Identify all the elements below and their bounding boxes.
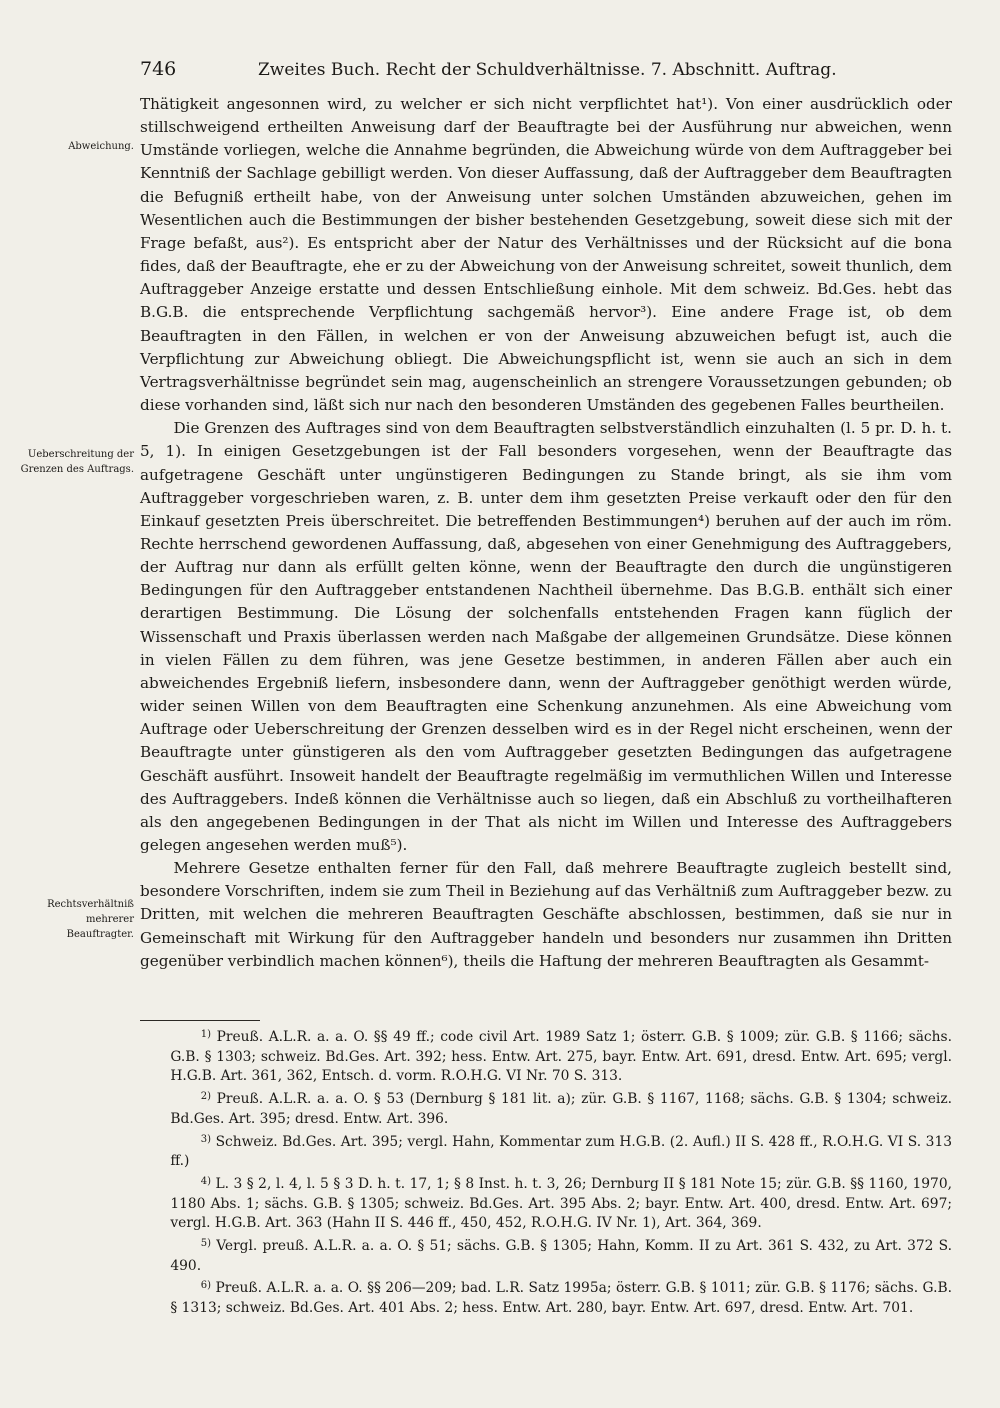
footnote [140, 1087, 952, 1129]
footnote-marker: 3) [200, 1133, 211, 1145]
footnote [140, 1276, 952, 1318]
footnote [140, 1130, 952, 1172]
paragraph: Thätigkeit angesonnen wird, zu welcher er sich nicht verpflichtet hat¹). Von einer ausdrücklich oder stillschweigend ertheilten Anweisung darf der Beauftragte bei der Ausführung nur abweichen, wenn Umstände vorliegen, welche die Annahme begründen, die Abweichung würde von dem Auftraggeber bei Kenntniß der Sachlage gebilligt werden. Von dieser Auffassung, daß der Auftraggeber dem Beauftragten die Befugniß ertheilt habe, von der Anweisung unter solchen Umständen abzuweichen, gehen im Wesentlichen auch die Bestimmungen der bisher bestehenden Gesetzgebung, soweit diese sich mit der Frage befaßt, aus²). Es entspricht aber der Natur des Verhältnisses und der Rücksicht auf die bona fides, daß der Beauftragte, ehe er zu der Abweichung von der Anweisung schreitet, soweit thunlich, dem Auftraggeber Anzeige erstatte und dessen Entschließung einhole. Mit dem schweiz. Bd.Ges. hebt das B.G.B. die entsprechende Verpflichtung sachgemäß hervor³). Eine andere Frage ist, ob dem Beauftragten in den Fällen, in welchen er von der Anweisung abzuweichen befugt ist, auch die Verpflichtung zur Abweichung obliegt. Die Abweichungspflicht ist, wenn sie auch an sich in dem Vertragsverhältnisse begründet sein mag, augenscheinlich an strengere Voraussetzungen gebunden; ob diese vorhanden sind, läßt sich nur nach den besonderen Umständen des gegebenen Falles beurtheilen. [140, 95, 952, 415]
margin-note-ueberschreitung: Ueberschreitung der Grenzen des Auftrags. [20, 449, 134, 475]
footnote [140, 1234, 952, 1276]
footnote-marker: 1) [200, 1029, 211, 1040]
footnote-marker: 5) [200, 1238, 211, 1250]
page-header [140, 58, 840, 86]
footnote-text: Preuß. A.L.R. a. a. O. § 53 (Dernburg § 181 lit. a); zür. G.B. § 1167, 1168; sächs. G.B. § 1304; schweiz. Bd.Ges. Art. 395; dresd. Entw. Art. 396. [170, 1091, 952, 1127]
paragraph: Mehrere Gesetze enthalten ferner für den Fall, daß mehrere Beauftragte zugleich bestellt sind, besondere Vorschriften, indem sie zum Theil in Beziehung auf das Verhältniß zum Auftraggeber bezw. zu Dritten, mit welchen die mehreren Beauftragten Geschäfte abschlossen, bestimmen, daß sie nur in Gemeinschaft mit Wirkung für den Auftraggeber handeln und besonders nur zusammen ihn Dritten gegenüber verbindlich machen können⁶), theils die Haftung der mehreren Beauftragten als Gesammt- [140, 859, 952, 970]
page-number: 746 [140, 58, 177, 80]
footnote [140, 1025, 952, 1087]
footnote-text: Vergl. preuß. A.L.R. a. a. O. § 51; sächs. G.B. § 1305; Hahn, Komm. II zu Art. 361 S. 432, zu Art. 372 S. 490. [170, 1238, 952, 1274]
footnote [140, 1172, 952, 1234]
footnote-text: Preuß. A.L.R. a. a. O. §§ 206—209; bad. L.R. Satz 1995a; österr. G.B. § 1011; zür. G.B. § 1176; sächs. G.B. § 1313; schweiz. Bd.Ges. Art. 401 Abs. 2; hess. Entw. Art. 280, bayr. Entw. Art. 697, dresd. Entw. Art. 701. [170, 1280, 952, 1317]
footnote-text: Preuß. A.L.R. a. a. O. §§ 49 ff.; code civil Art. 1989 Satz 1; österr. G.B. § 1009; zür. G.B. § 1166; sächs. G.B. § 1303; schweiz. Bd.Ges. Art. 392; hess. Entw. Art. 275, bayr. Entw. Art. 691, dresd. Entw. Art. 695; vergl. H.G.B. Art. 361, 362, Entsch. d. vorm. R.O.H.G. VI Nr. 70 S. 313. [170, 1029, 952, 1085]
footnote-marker: 2) [200, 1091, 211, 1103]
footnote-marker: 6) [200, 1280, 211, 1292]
paragraph: Die Grenzen des Auftrages sind von dem Beauftragten selbstverständlich einzuhalten (l. 5 pr. D. h. t. 5, 1). In einigen Gesetzgebungen ist der Fall besonders vorgesehen, wenn der Beauftragte das aufgetragene Geschäft unter ungünstigeren Bedingungen zu Stande bringt, als sie ihm vom Auftraggeber vorgeschrieben waren, z. B. unter dem ihm gesetzten Preise verkauft oder den für den Einkauf gesetzten Preis überschreitet. Die betreffenden Bestimmungen⁴) beruhen auf der auch im röm. Rechte herrschend gewordenen Auffassung, daß, abgesehen von einer Genehmigung des Auftraggebers, der Auftrag nur dann als erfüllt gelten könne, wenn der Beauftragte den durch die ungünstigeren Bedingungen für den Auftraggeber entstandenen Nachtheil übernehme. Das B.G.B. enthält sich einer derartigen Bestimmung. Die Lösung der solchenfalls entstehenden Fragen kann füglich der Wissenschaft und Praxis überlassen werden nach Maßgabe der allgemeinen Grundsätze. Diese können in vielen Fällen zu dem führen, was jene Gesetze bestimmen, in anderen Fällen aber auch ein abweichendes Ergebniß liefern, insbesondere dann, wenn der Auftraggeber genöthigt werden würde, wider seinen Willen von dem Beauftragten eine Schenkung anzunehmen. Als eine Abweichung vom Auftrage oder Ueberschreitung der Grenzen desselben wird es in der Regel nicht erscheinen, wenn der Beauftragte unter günstigeren als den vom Auftraggeber gesetzten Bedingungen das aufgetragene Geschäft ausführt. Insoweit handelt der Beauftragte regelmäßig im vermuthlichen Willen und Interesse des Auftraggebers. Indeß können die Verhältnisse auch so liegen, daß ein Abschluß zu vortheilhafteren als den angegebenen Bedingungen in der That als nicht im Willen und Interesse des Auftraggebers gelegen angesehen werden muß⁵). [140, 419, 952, 854]
margin-note-mehrere-beauftragte: Rechtsverhältniß mehrerer Beauftragter. [47, 899, 134, 940]
footnote-divider [140, 1020, 260, 1021]
footnote-text: L. 3 § 2, l. 4, l. 5 § 3 D. h. t. 17, 1; § 8 Inst. h. t. 3, 26; Dernburg II § 181 Note 15; zür. G.B. §§ 1160, 1970, 1180 Abs. 1; sächs. G.B. § 1305; schweiz. Bd.Ges. Art. 395 Abs. 2; bayr. Entw. Art. 400, dresd. Entw. Art. 697; vergl. H.G.B. Art. 363 (Hahn II S. 446 ff., 450, 452, R.O.H.G. IV Nr. 1), Art. 364, 369. [170, 1175, 952, 1232]
footnote-marker: 4) [200, 1175, 211, 1187]
margin-note-abweichung: Abweichung. [68, 141, 134, 152]
running-title: Zweites Buch. Recht der Schuldverhältnisse. 7. Abschnitt. Auftrag. [258, 60, 837, 80]
main-text [140, 93, 952, 973]
footnote-text: Schweiz. Bd.Ges. Art. 395; vergl. Hahn, Kommentar zum H.G.B. (2. Aufl.) II S. 428 ff., R.O.H.G. VI S. 313 ff.) [170, 1133, 952, 1170]
footnotes [140, 1020, 952, 1319]
